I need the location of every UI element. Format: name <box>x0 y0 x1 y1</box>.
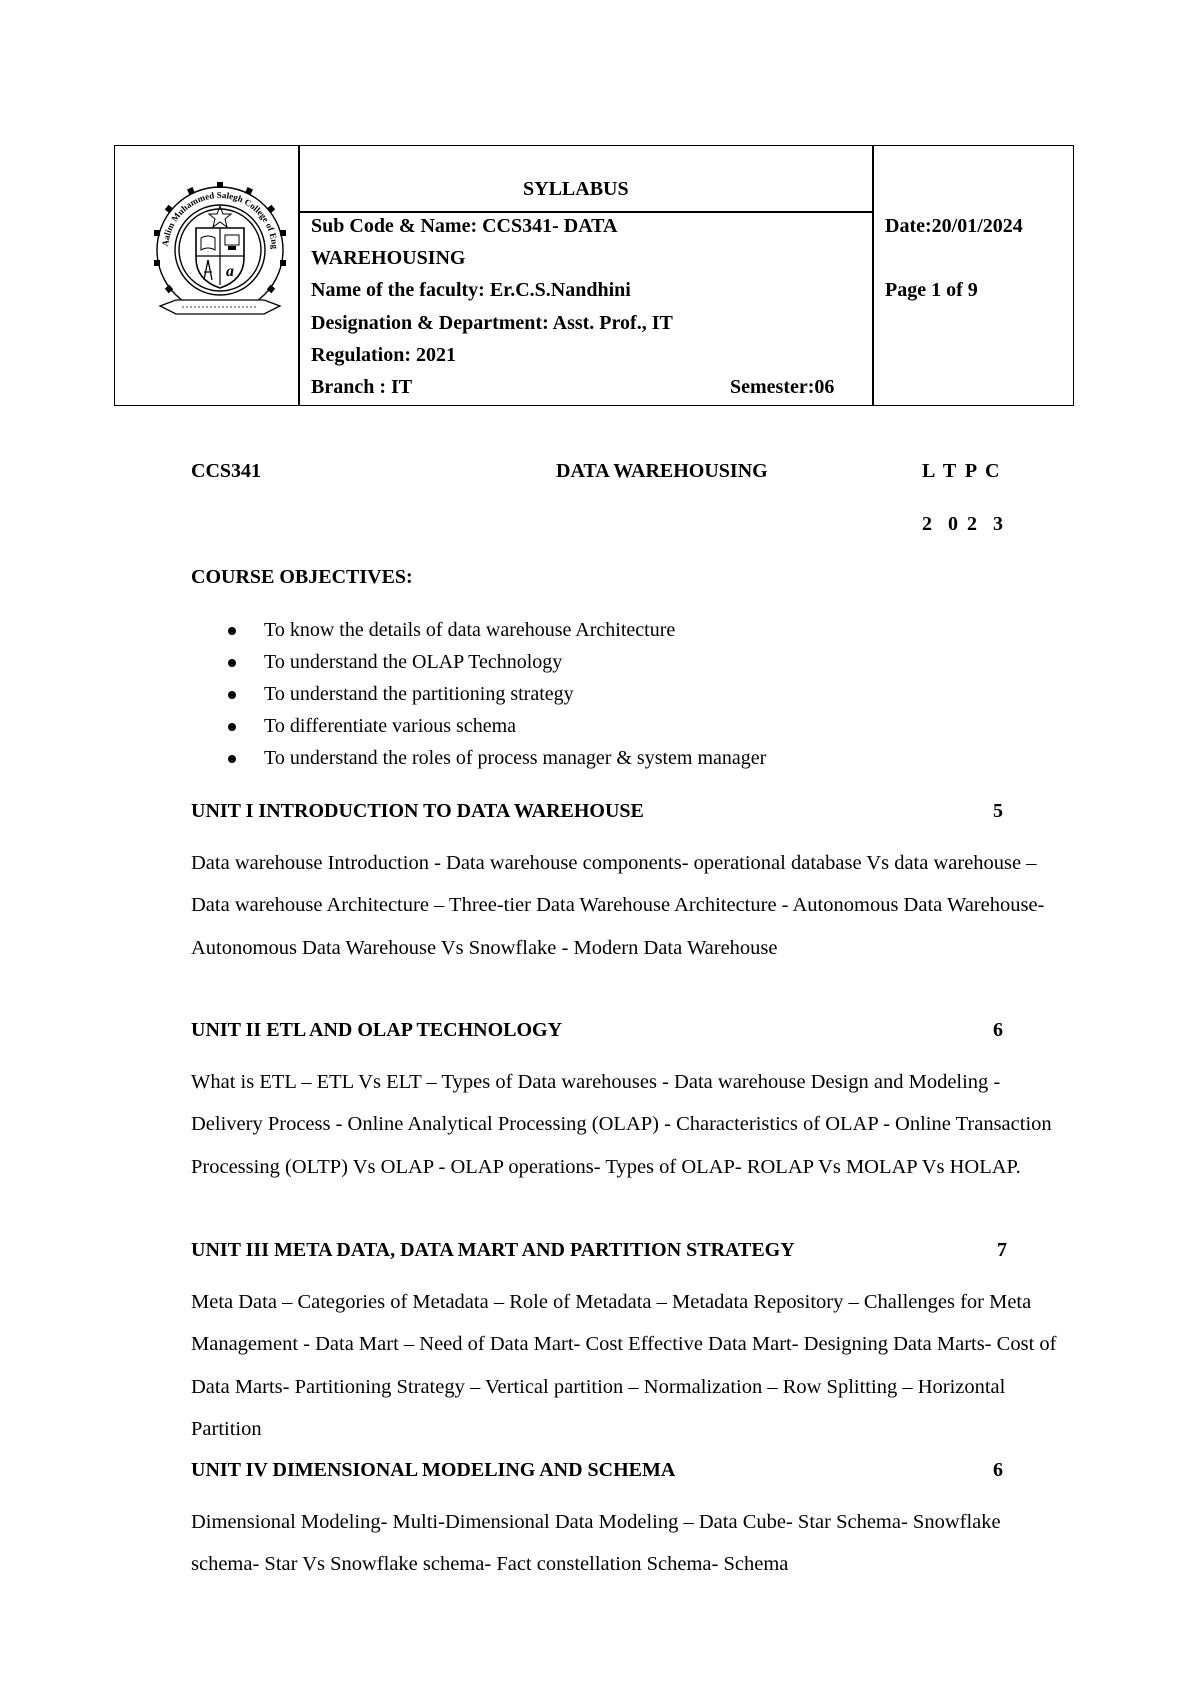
ltpc-label: L T P C <box>922 460 1002 482</box>
unit-hours: 6 <box>993 1019 1003 1041</box>
list-item: To understand the OLAP Technology <box>220 646 766 678</box>
unit-content: Meta Data – Categories of Metadata – Role of Metadata – Metadata Repository – Challenges for Meta Management - Data Mart – Need of Data Mart- Cost Effective Data Mart- Designing Data Marts- Cost of Data Marts- Partitioning Strategy – Vertical partition – Normalization – Row Splitting – Horizontal Partition <box>191 1291 1057 1440</box>
course-code: CCS341 <box>191 460 262 482</box>
bullet-icon <box>228 627 236 635</box>
unit-hours: 7 <box>997 1239 1007 1261</box>
objectives-heading: COURSE OBJECTIVES: <box>191 566 413 588</box>
unit-title: UNIT III META DATA, DATA MART AND PARTITION STRATEGY <box>191 1239 795 1261</box>
faculty-name: Name of the faculty: Er.C.S.Nandhini <box>311 279 631 301</box>
table-divider <box>872 146 874 405</box>
table-divider <box>298 146 300 405</box>
svg-text:a: a <box>226 263 234 280</box>
unit-content: Dimensional Modeling- Multi-Dimensional Data Modeling – Data Cube- Star Schema- Snowflake schema- Star Vs Snowflake schema- Fact constellation Schema- Schema <box>191 1511 1001 1576</box>
unit-content: Data warehouse Introduction - Data warehouse components- operational database Vs data warehouse – Data warehouse Architecture – Three-tier Data Warehouse Architecture - Autonomous Data Warehouse- Autonomous Data Warehouse Vs Snowflake - Modern Data Warehouse <box>191 852 1045 959</box>
unit-title: UNIT I INTRODUCTION TO DATA WAREHOUSE <box>191 800 644 822</box>
unit-hours: 6 <box>993 1459 1003 1481</box>
designation: Designation & Department: Asst. Prof., IT <box>311 312 673 334</box>
header-title: SYLLABUS <box>523 178 629 200</box>
page-number: Page 1 of 9 <box>885 279 978 301</box>
list-item: To understand the roles of process manager & system manager <box>220 742 766 774</box>
unit-title: UNIT IV DIMENSIONAL MODELING AND SCHEMA <box>191 1459 676 1481</box>
course-name: DATA WAREHOUSING <box>556 460 768 482</box>
list-item: To understand the partitioning strategy <box>220 678 766 710</box>
bullet-icon <box>228 659 236 667</box>
svg-text:Aalim Muhammed Salegh College: Aalim Muhammed Salegh College of Eng <box>160 189 281 250</box>
bullet-icon <box>228 691 236 699</box>
ltpc-values: 2 0 2 3 <box>922 513 1005 535</box>
college-seal-logo-icon <box>146 168 294 328</box>
list-item: To differentiate various schema <box>220 710 766 742</box>
sub-code-line2: WAREHOUSING <box>311 247 466 269</box>
unit-content: What is ETL – ETL Vs ELT – Types of Data warehouses - Data warehouse Design and Modeling -Delivery Process - Online Analytical Processing (OLAP) - Characteristics of OLAP - Online Transaction Processing (OLTP) Vs OLAP - OLAP operations- Types of OLAP- ROLAP Vs MOLAP Vs HOLAP. <box>191 1071 1052 1178</box>
unit-title: UNIT II ETL AND OLAP TECHNOLOGY <box>191 1019 563 1041</box>
semester: Semester:06 <box>730 376 835 398</box>
regulation: Regulation: 2021 <box>311 344 456 366</box>
objectives-list <box>220 614 766 774</box>
bullet-icon <box>228 723 236 731</box>
unit-hours: 5 <box>993 800 1003 822</box>
sub-code-line1: Sub Code & Name: CCS341- DATA <box>311 215 618 237</box>
document-date: Date:20/01/2024 <box>885 215 1023 237</box>
branch: Branch : IT <box>311 376 413 398</box>
bullet-icon <box>228 755 236 763</box>
list-item: To know the details of data warehouse Architecture <box>220 614 766 646</box>
